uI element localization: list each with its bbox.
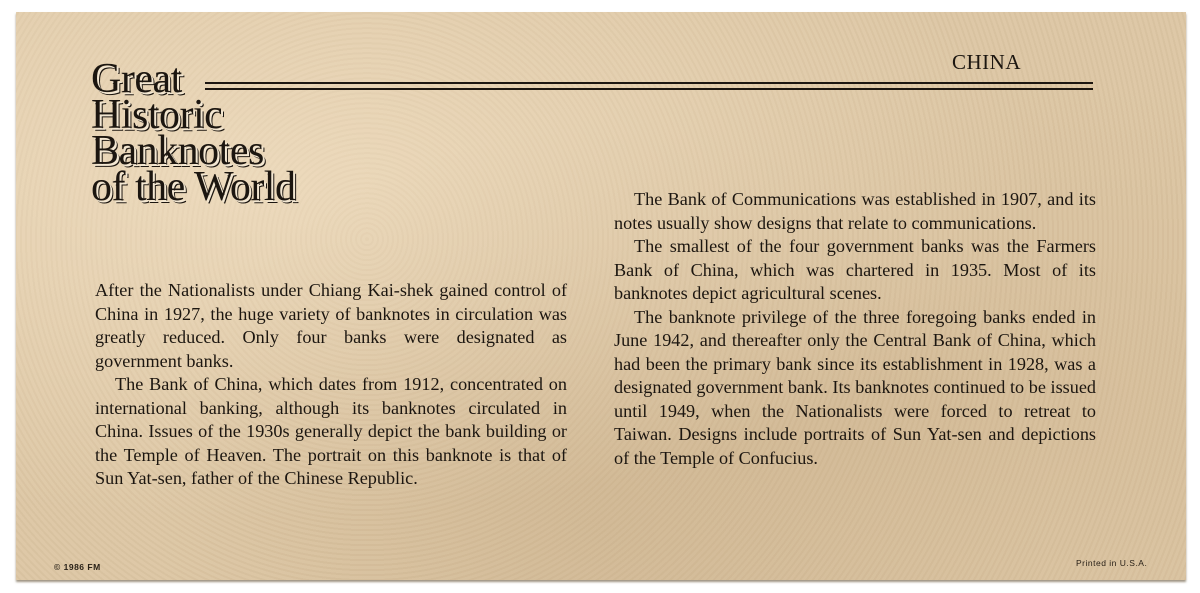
- paragraph: The smallest of the four government banks was the Farmers Bank of China, which was chartered in 1935. Most of its banknotes depict agricultural scenes.: [614, 236, 1096, 303]
- left-column: [95, 279, 567, 491]
- title-line-3: Banknotes: [91, 128, 264, 174]
- paper-card: [16, 12, 1186, 580]
- title-line-2: Historic: [91, 92, 223, 138]
- paragraph: The banknote privilege of the three foregoing banks ended in June 1942, and thereafter only the Central Bank of China, which had been the primary bank since its establishment in 1928, was a designated government bank. Its banknotes continued to be issued until 1949, when the Nationalists were forced to retreat to Taiwan. Designs include portraits of Sun Yat-sen and depictions of the Temple of Confucius.: [614, 306, 1096, 468]
- paragraph: The Bank of China, which dates from 1912, concentrated on international banking, although its banknotes circulated in China. Issues of the 1930s generally depict the bank building or the Temple of Heaven. The portrait on this banknote is that of Sun Yat-sen, father of the Chinese Republic.: [95, 374, 567, 488]
- printed-in-notice: Printed in U.S.A.: [1076, 558, 1148, 568]
- copyright-notice: © 1986 FM: [54, 562, 101, 572]
- double-rule-divider: [205, 82, 1093, 90]
- country-label: CHINA: [952, 50, 1021, 74]
- title-line-4: of the World: [91, 164, 296, 210]
- right-column: [614, 188, 1096, 470]
- title-line-1: Great: [91, 56, 182, 102]
- paragraph: After the Nationalists under Chiang Kai-shek gained control of China in 1927, the huge variety of banknotes in circulation was greatly reduced. Only four banks were designated as government banks.: [95, 280, 567, 371]
- paragraph: The Bank of Communications was established in 1907, and its notes usually show designs that relate to communications.: [614, 189, 1096, 233]
